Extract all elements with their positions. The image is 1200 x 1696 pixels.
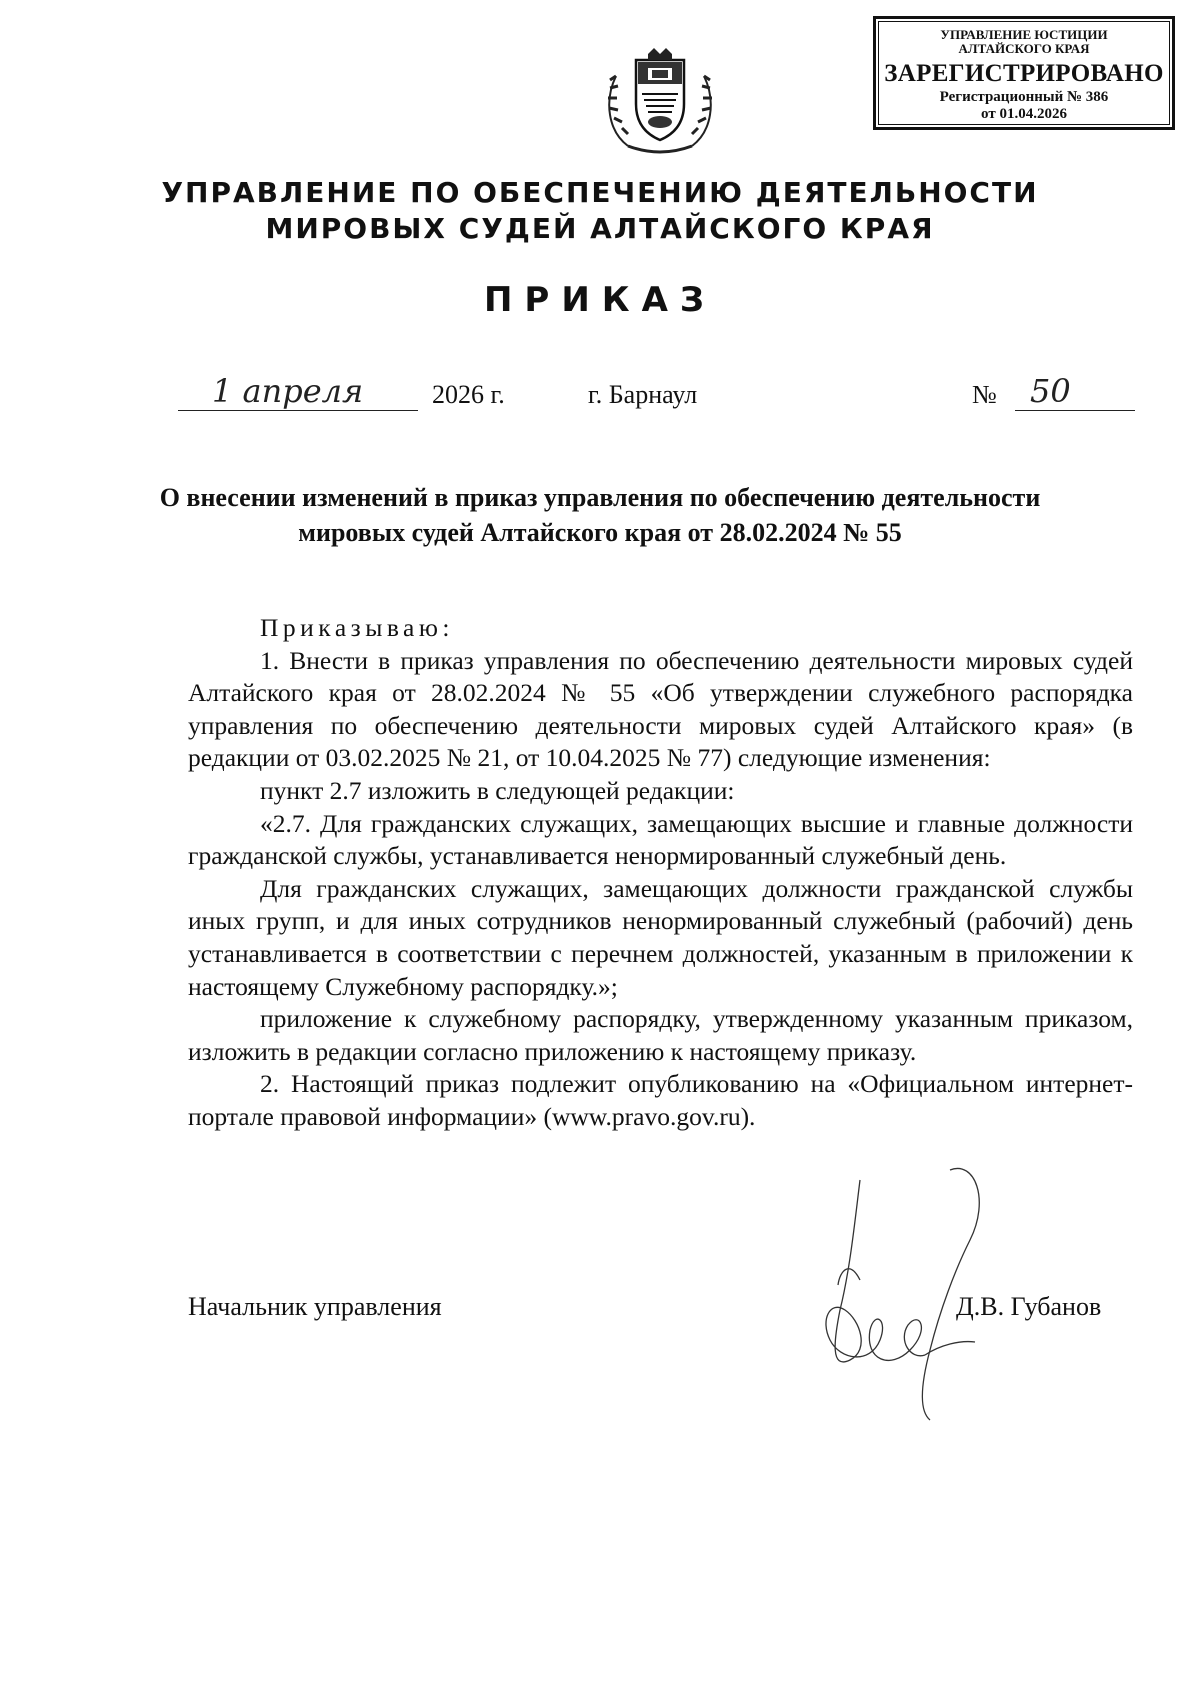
document-number-label: №: [972, 380, 997, 409]
document-year: 2026 г.: [432, 380, 505, 409]
order-word: Приказываю:: [260, 613, 454, 642]
stamp-registration-number: Регистрационный № 386: [939, 89, 1109, 105]
stamp-organization: УПРАВЛЕНИЕ ЮСТИЦИИ АЛТАЙСКОГО КРАЯ: [940, 27, 1108, 56]
stamp-status: ЗАРЕГИСТРИРОВАНО: [884, 60, 1164, 87]
number-underline: [1015, 410, 1135, 411]
document-title: О внесении изменений в приказ управления по обеспечению деятельности мировых судей Алтайского края от 28.02.2024 № 55: [159, 483, 1041, 547]
body-paragraph: «2.7. Для гражданских служащих, замещающих высшие и главные должности гражданской службы, устанавливается ненормированный служебный день.: [188, 808, 1133, 871]
document-city: г. Барнаул: [588, 380, 698, 409]
signatory-name: Д.В. Губанов: [956, 1292, 1102, 1321]
body-paragraph: 1. Внести в приказ управления по обеспечению деятельности мировых судей Алтайского края от 28.02.2024 № 55 «Об утверждении служебного распорядка управления по обеспечению деятельности мировых судей Алтайского края» (в редакции от 03.02.2025 № 21, от 10.04.2025 № 77) следующие изменения:: [188, 645, 1133, 773]
signatory-position: Начальник управления: [188, 1292, 442, 1321]
stamp-date: от 01.04.2026: [981, 106, 1067, 122]
handwritten-date: 1 апреля: [212, 372, 364, 410]
organization-name-line-1: УПРАВЛЕНИЕ ПО ОБЕСПЕЧЕНИЮ ДЕЯТЕЛЬНОСТИ: [161, 176, 1039, 209]
body-paragraph: пункт 2.7 изложить в следующей редакции:: [260, 775, 735, 805]
body-paragraph: приложение к служебному распорядку, утвержденному указанным приказом, изложить в редакции согласно приложению к настоящему приказу.: [188, 1004, 1133, 1066]
date-underline: [178, 410, 418, 411]
coat-of-arms-icon: [598, 46, 722, 158]
body-paragraph: 2. Настоящий приказ подлежит опубликованию на «Официальном интернет-портале правовой информации» (www.pravo.gov.ru).: [188, 1069, 1133, 1131]
handwritten-number: 50: [1030, 372, 1071, 410]
document-body: [188, 612, 1133, 1134]
stamp-inner-frame: [878, 21, 1170, 125]
document-type-heading: ПРИКАЗ: [483, 280, 717, 320]
body-paragraph: Для гражданских служащих, замещающих должности гражданской службы иных групп, и для иных сотрудников ненормированный служебный (рабочий) день устанавливается в соответствии с перечнем должностей, указанным в приложении к настоящему Служебному распорядку.»;: [188, 873, 1133, 1001]
organization-name-line-2: МИРОВЫХ СУДЕЙ АЛТАЙСКОГО КРАЯ: [265, 212, 935, 245]
registration-stamp: [873, 16, 1175, 130]
